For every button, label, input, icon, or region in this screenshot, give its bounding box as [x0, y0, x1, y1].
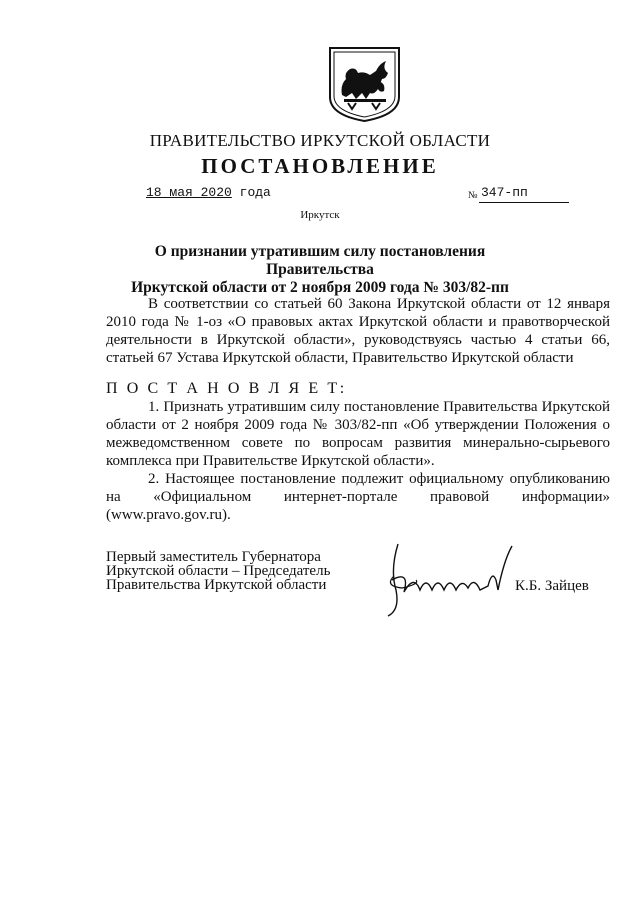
document-date	[146, 185, 271, 200]
coat-of-arms-emblem	[326, 45, 403, 123]
city: Иркутск	[300, 209, 340, 221]
signer-title-line-3: Правительства Иркутской области	[106, 577, 327, 593]
number-label: №	[468, 190, 478, 201]
document-type-title: ПОСТАНОВЛЕНИЕ	[201, 154, 439, 178]
signer-title-line-1: Первый заместитель Губернатора	[106, 549, 321, 565]
decree-item-2: 2. Настоящее постановление подлежит официальному опубликованию на «Официальном интернет-портале правовой информации» (www.pravo.gov.ru).	[106, 471, 610, 523]
decrees-heading: П О С Т А Н О В Л Я Е Т:	[106, 380, 347, 397]
preamble-paragraph: В соответствии со статьей 60 Закона Иркутской области от 12 января 2010 года № 1-оз «О правовых актах Иркутской области и правотворческой деятельности в Иркутской области», руководствуясь частью 4 статьи 66, статьей 67 Устава Иркутской области, Правительство Иркутской области	[106, 296, 610, 366]
handwritten-signature	[380, 540, 520, 620]
government-name: ПРАВИТЕЛЬСТВО ИРКУТСКОЙ ОБЛАСТИ	[149, 131, 491, 150]
decree-item-1: 1. Признать утратившим силу постановление Правительства Иркутской области от 2 ноября 2009 года № 303/82-пп «Об утверждении Положения о межведомственном совете по вопросам развития минерально-сырьевого комплекса при Правительстве Иркутской области».	[106, 399, 610, 469]
subject-line-1: О признании утратившим силу постановления Правительства	[154, 243, 486, 278]
subject-line-2: Иркутской области от 2 ноября 2009 года № 303/82-пп	[131, 279, 509, 296]
document-date-value: 18 мая 2020	[146, 185, 232, 200]
signer-name: К.Б. Зайцев	[515, 578, 589, 594]
document-number: 347-пп	[481, 185, 528, 200]
document-subject	[100, 243, 540, 297]
document-date-suffix: года	[239, 185, 271, 200]
signer-title	[106, 550, 330, 592]
number-underline	[479, 202, 569, 203]
signer-title-line-2: Иркутской области – Председатель	[106, 563, 331, 579]
